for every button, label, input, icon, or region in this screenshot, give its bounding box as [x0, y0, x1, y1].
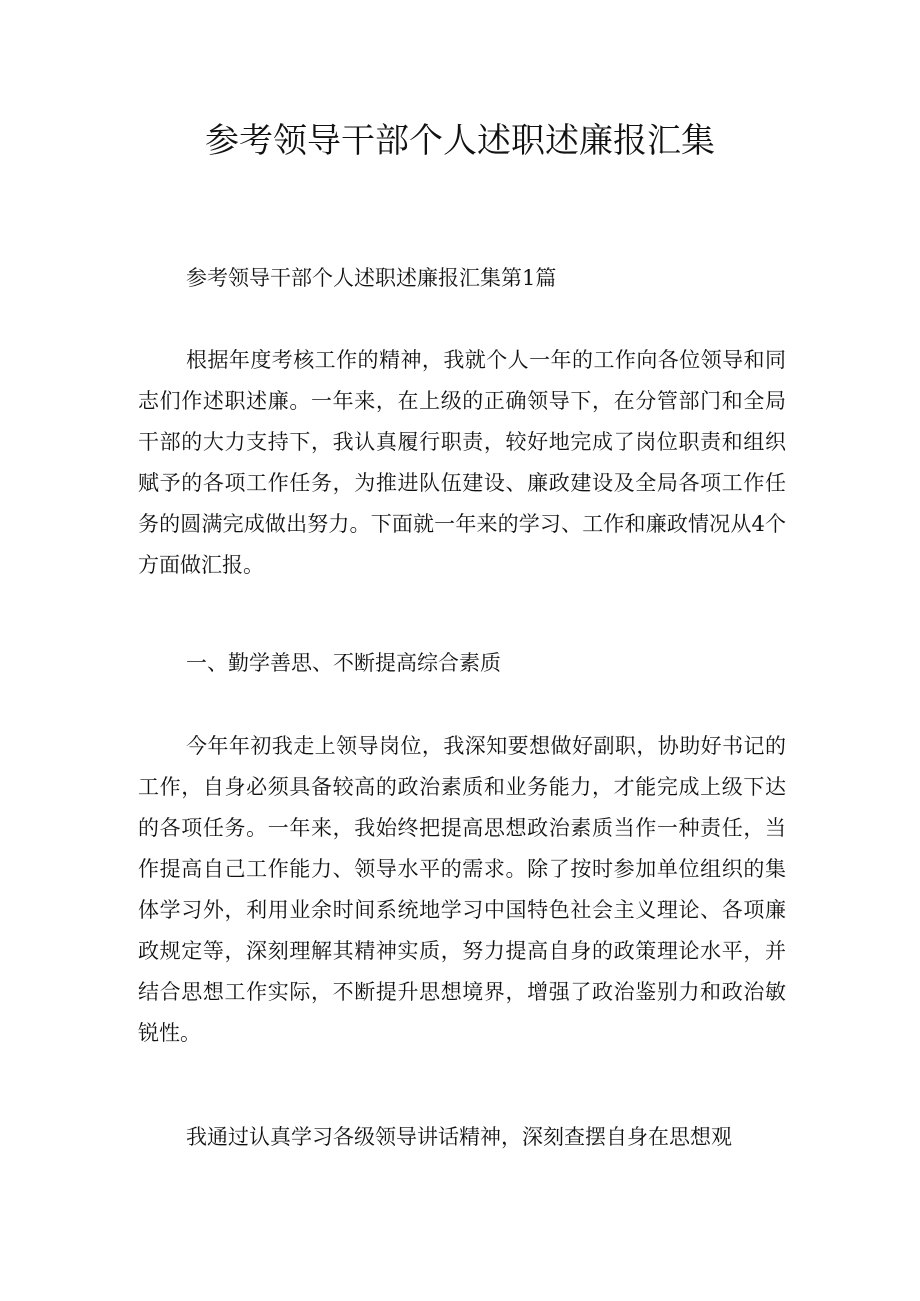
- paragraph-continued: 我通过认真学习各级领导讲话精神，深刻查摆自身在思想观: [186, 1125, 732, 1149]
- section-subtitle: 参考领导干部个人述职述廉报汇集第1篇: [186, 266, 557, 290]
- paragraph-study: 今年年初我走上领导岗位，我深知要想做好副职，协助好书记的工作，自身必须具备较高的政治素质和业务能力，才能完成上级下达的各项任务。一年来，我始终把提高思想政治素质当作一种责任，当作提高自己工作能力、领导水平的需求。除了按时参加单位组织的集体学习外，利用业余时间系统地学习中国特色社会主义理论、各项廉政规定等，深刻理解其精神实质，努力提高自身的政策理论水平，并结合思想工作实际，不断提升思想境界，增强了政治鉴别力和政治敏锐性。: [138, 734, 786, 1045]
- document-title: 参考领导干部个人述职述廉报汇集: [205, 121, 715, 161]
- section-heading-1: 一、勤学善思、不断提高综合素质: [186, 651, 501, 675]
- paragraph-intro: 根据年度考核工作的精神，我就个人一年的工作向各位领导和同志们作述职述廉。一年来，在上级的正确领导下，在分管部门和全局干部的大力支持下，我认真履行职责，较好地完成了岗位职责和组织赋予的各项工作任务，为推进队伍建设、廉政建设及全局各项工作任务的圆满完成做出努力。下面就一年来的学习、工作和廉政情况从4个方面做汇报。: [138, 348, 786, 577]
